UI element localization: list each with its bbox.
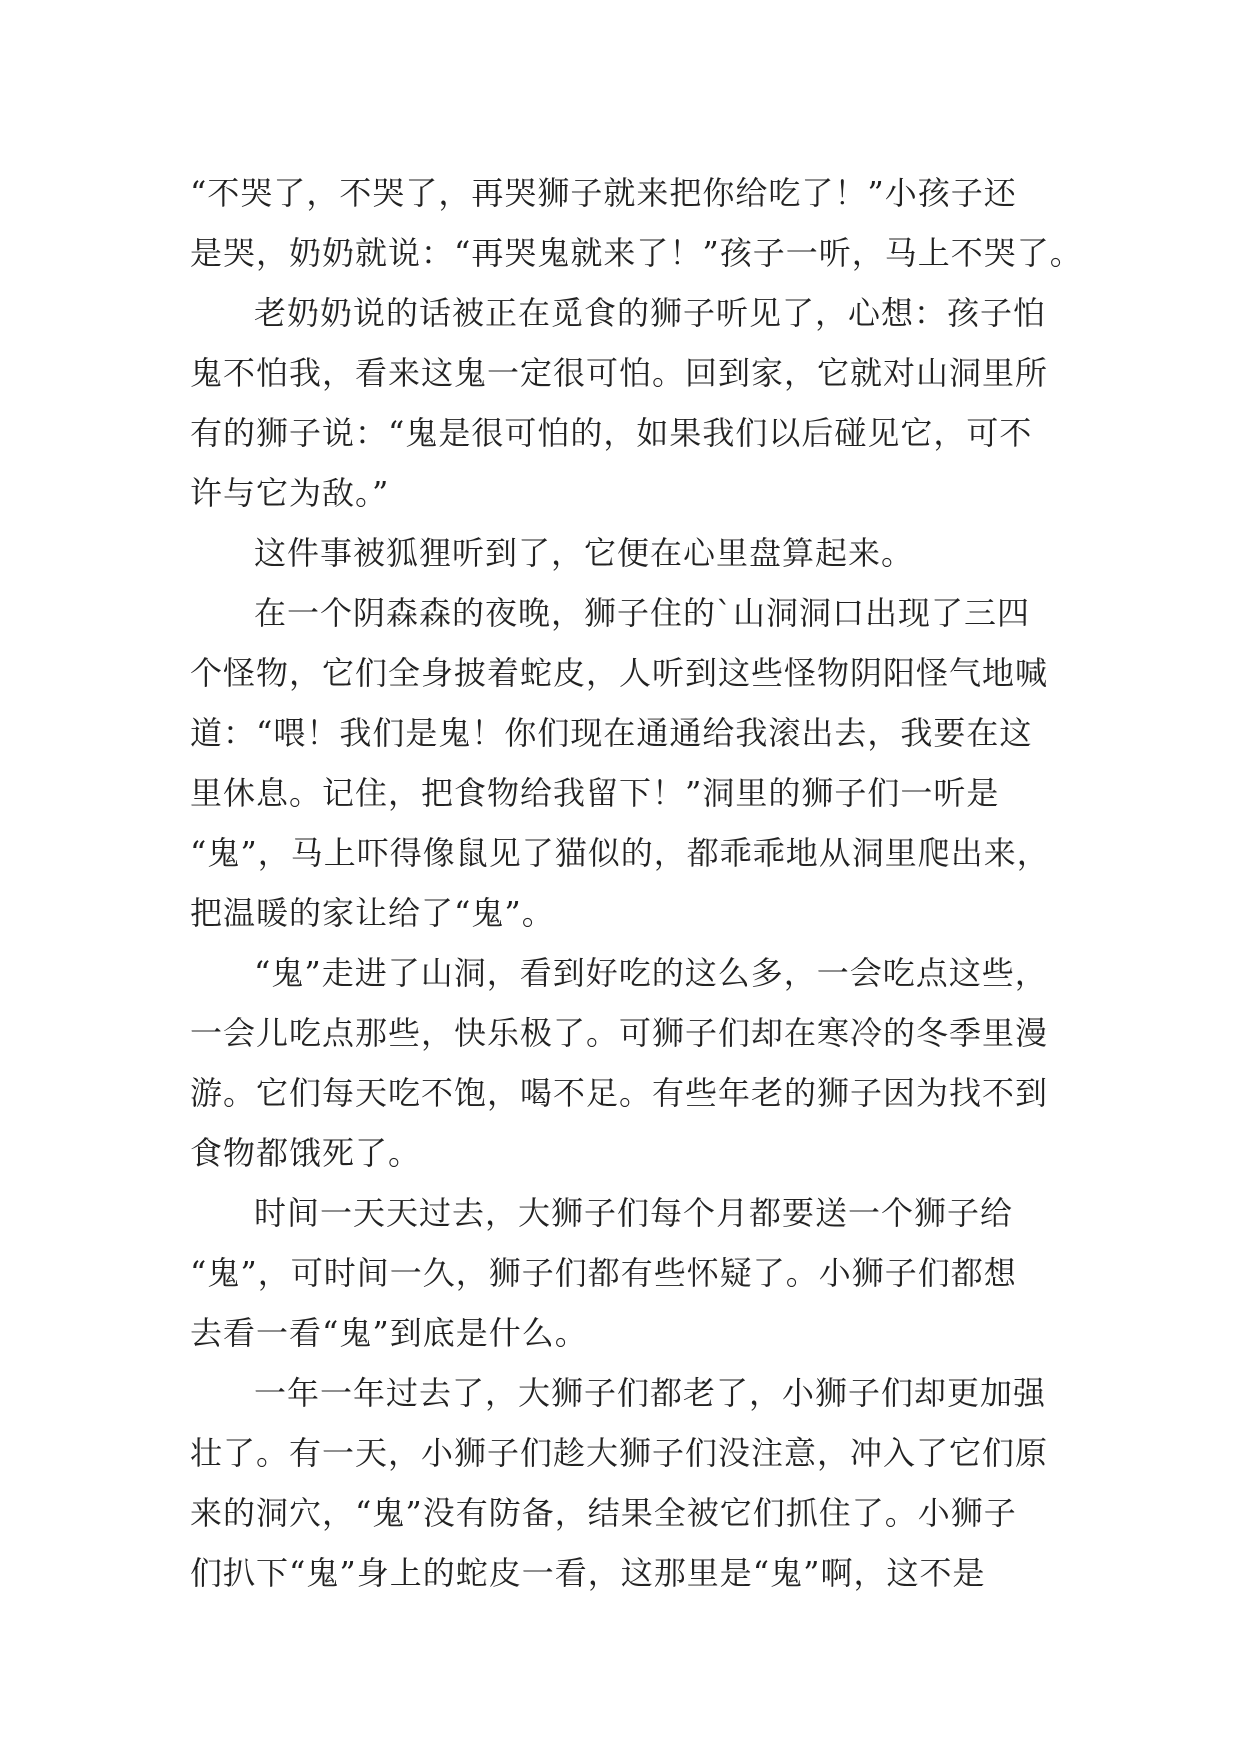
paragraph-line: 是哭，奶奶就说：“再哭鬼就来了！”孩子一听，马上不哭了。 [190, 234, 1083, 272]
paragraph-line: 来的洞穴，“鬼”没有防备，结果全被它们抓住了。小狮子 [190, 1494, 1017, 1532]
paragraph-first-line: 时间一天天过去，大狮子们每个月都要送一个狮子给 [254, 1194, 1014, 1232]
paragraph-line: “鬼”，马上吓得像鼠见了猫似的，都乖乖地从洞里爬出来， [190, 834, 1050, 872]
paragraph-line: 有的狮子说：“鬼是很可怕的，如果我们以后碰见它，可不 [190, 414, 1033, 452]
paragraph-line: “不哭了，不哭了，再哭狮子就来把你给吃了！”小孩子还 [190, 174, 1017, 212]
paragraph-line: 鬼不怕我，看来这鬼一定很可怕。回到家，它就对山洞里所 [190, 354, 1049, 392]
paragraph-line: 许与它为敌。” [190, 474, 390, 512]
paragraph-first-line: 老奶奶说的话被正在觅食的狮子听见了，心想：孩子怕 [254, 294, 1047, 332]
paragraph-line: 游。它们每天吃不饱，喝不足。有些年老的狮子因为找不到 [190, 1074, 1049, 1112]
paragraph-first-line: 在一个阴森森的夜晚，狮子住的`山洞洞口出现了三四 [254, 594, 1031, 632]
paragraph-line: 里休息。记住，把食物给我留下！”洞里的狮子们一听是 [190, 774, 1000, 812]
paragraph-line: 一会儿吃点那些，快乐极了。可狮子们却在寒冷的冬季里漫 [190, 1014, 1049, 1052]
paragraph-line: 壮了。有一天，小狮子们趁大狮子们没注意，冲入了它们原 [190, 1434, 1049, 1472]
paragraph-line: “鬼”，可时间一久，狮子们都有些怀疑了。小狮子们都想 [190, 1254, 1017, 1292]
paragraph-line: 把温暖的家让给了“鬼”。 [190, 894, 555, 932]
paragraph-line: 食物都饿死了。 [190, 1134, 422, 1172]
paragraph-line: 个怪物，它们全身披着蛇皮，人听到这些怪物阴阳怪气地喊 [190, 654, 1049, 692]
paragraph-first-line: “鬼”走进了山洞，看到好吃的这么多，一会吃点这些， [254, 954, 1048, 992]
paragraph-first-line: 这件事被狐狸听到了，它便在心里盘算起来。 [254, 534, 915, 572]
paragraph-line: 道：“喂！我们是鬼！你们现在通通给我滚出去，我要在这 [190, 714, 1033, 752]
paragraph-line: 去看一看“鬼”到底是什么。 [190, 1314, 588, 1352]
paragraph-first-line: 一年一年过去了，大狮子们都老了，小狮子们却更加强 [254, 1374, 1047, 1412]
paragraph-line: 们扒下“鬼”身上的蛇皮一看，这那里是“鬼”啊，这不是 [190, 1554, 986, 1592]
document-body [190, 163, 1090, 1603]
